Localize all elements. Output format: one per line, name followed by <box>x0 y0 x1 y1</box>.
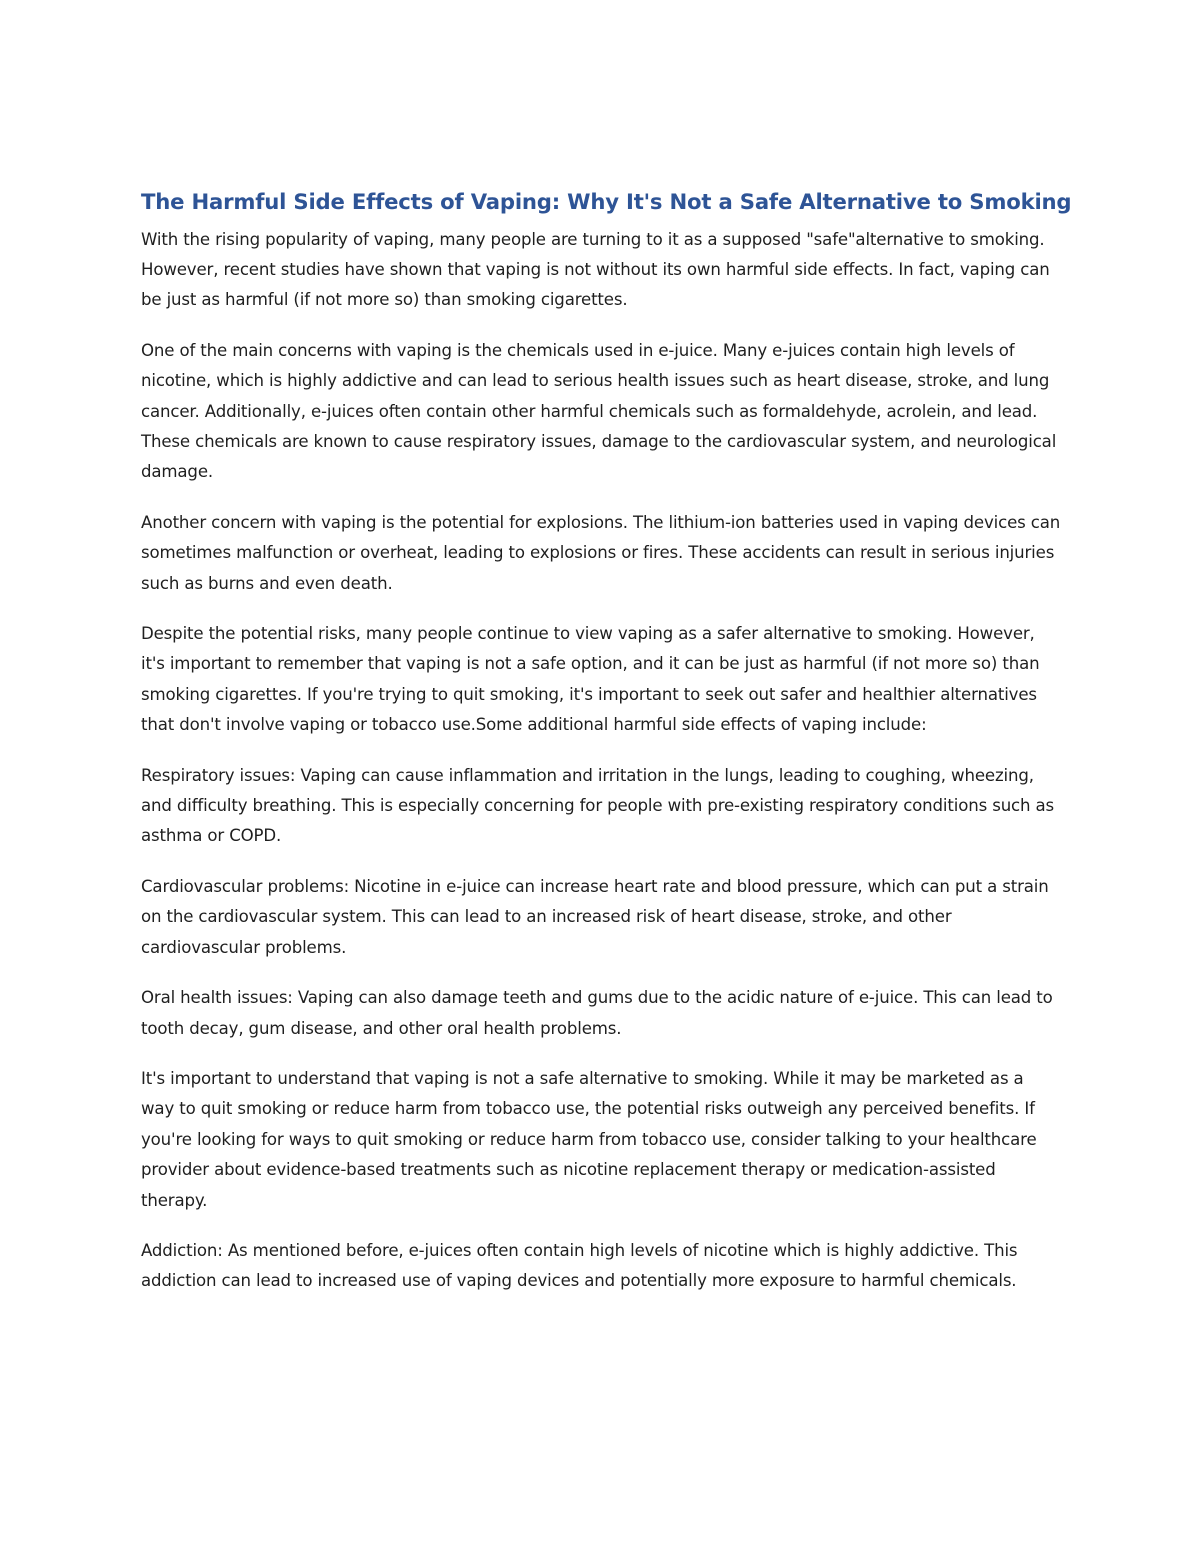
paragraph-oral-health-issues: Oral health issues: Vaping can also damage teeth and gums due to the acidic nature of e-juice. This can lead to tooth decay, gum disease, and other oral health problems. <box>141 988 1053 1038</box>
paragraph-intro: With the rising popularity of vaping, many people are turning to it as a supposed "safe"alternative to smoking. However, recent studies have shown that vaping is not without its own harmful side effects. In fact, vaping can be just as harmful (if not more so) than smoking cigarettes. <box>141 229 1050 310</box>
document-body <box>141 188 1072 1317</box>
paragraph-despite-risks: Despite the potential risks, many people continue to view vaping as a safer alternative to smoking. However, it's important to remember that vaping is not a safe option, and it can be just as harmful (if not more so) than smoking cigarettes. If you're trying to quit smoking, it's important to seek out safer and healthier alternatives that don't involve vaping or tobacco use.Some additional harmful side effects of vaping include: <box>141 624 1040 735</box>
paragraph-explosions: Another concern with vaping is the potential for explosions. The lithium-ion batteries used in vaping devices can sometimes malfunction or overheat, leading to explosions or fires. These accidents can result in serious injuries such as burns and even death. <box>141 512 1061 593</box>
paragraph-not-safe-alternative: It's important to understand that vaping is not a safe alternative to smoking. While it may be marketed as a way to quit smoking or reduce harm from tobacco use, the potential risks outweigh any perceived benefits. If you're looking for ways to quit smoking or reduce harm from tobacco use, consider talking to your healthcare provider about evidence-based treatments such as nicotine replacement therapy or medication-assisted therapy. <box>141 1068 1037 1210</box>
paragraph-addiction: Addiction: As mentioned before, e-juices often contain high levels of nicotine which is highly addictive. This addiction can lead to increased use of vaping devices and potentially more exposure to harmful chemicals. <box>141 1240 1018 1291</box>
paragraph-chemicals: One of the main concerns with vaping is the chemicals used in e-juice. Many e-juices contain high levels of nicotine, which is highly addictive and can lead to serious health issues such as heart disease, stroke, and lung cancer. Additionally, e-juices often contain other harmful chemicals such as formaldehyde, acrolein, and lead. These chemicals are known to cause respiratory issues, damage to the cardiovascular system, and neurological damage. <box>141 340 1057 482</box>
document-title: The Harmful Side Effects of Vaping: Why It's Not a Safe Alternative to Smoking <box>141 189 1072 214</box>
paragraph-cardiovascular-problems: Cardiovascular problems: Nicotine in e-juice can increase heart rate and blood pressure, which can put a strain on the cardiovascular system. This can lead to an increased risk of heart disease, stroke, and other cardiovascular problems. <box>141 876 1049 957</box>
paragraph-respiratory-issues: Respiratory issues: Vaping can cause inflammation and irritation in the lungs, leading to coughing, wheezing, and difficulty breathing. This is especially concerning for people with pre-existing respiratory conditions such as asthma or COPD. <box>141 765 1055 846</box>
